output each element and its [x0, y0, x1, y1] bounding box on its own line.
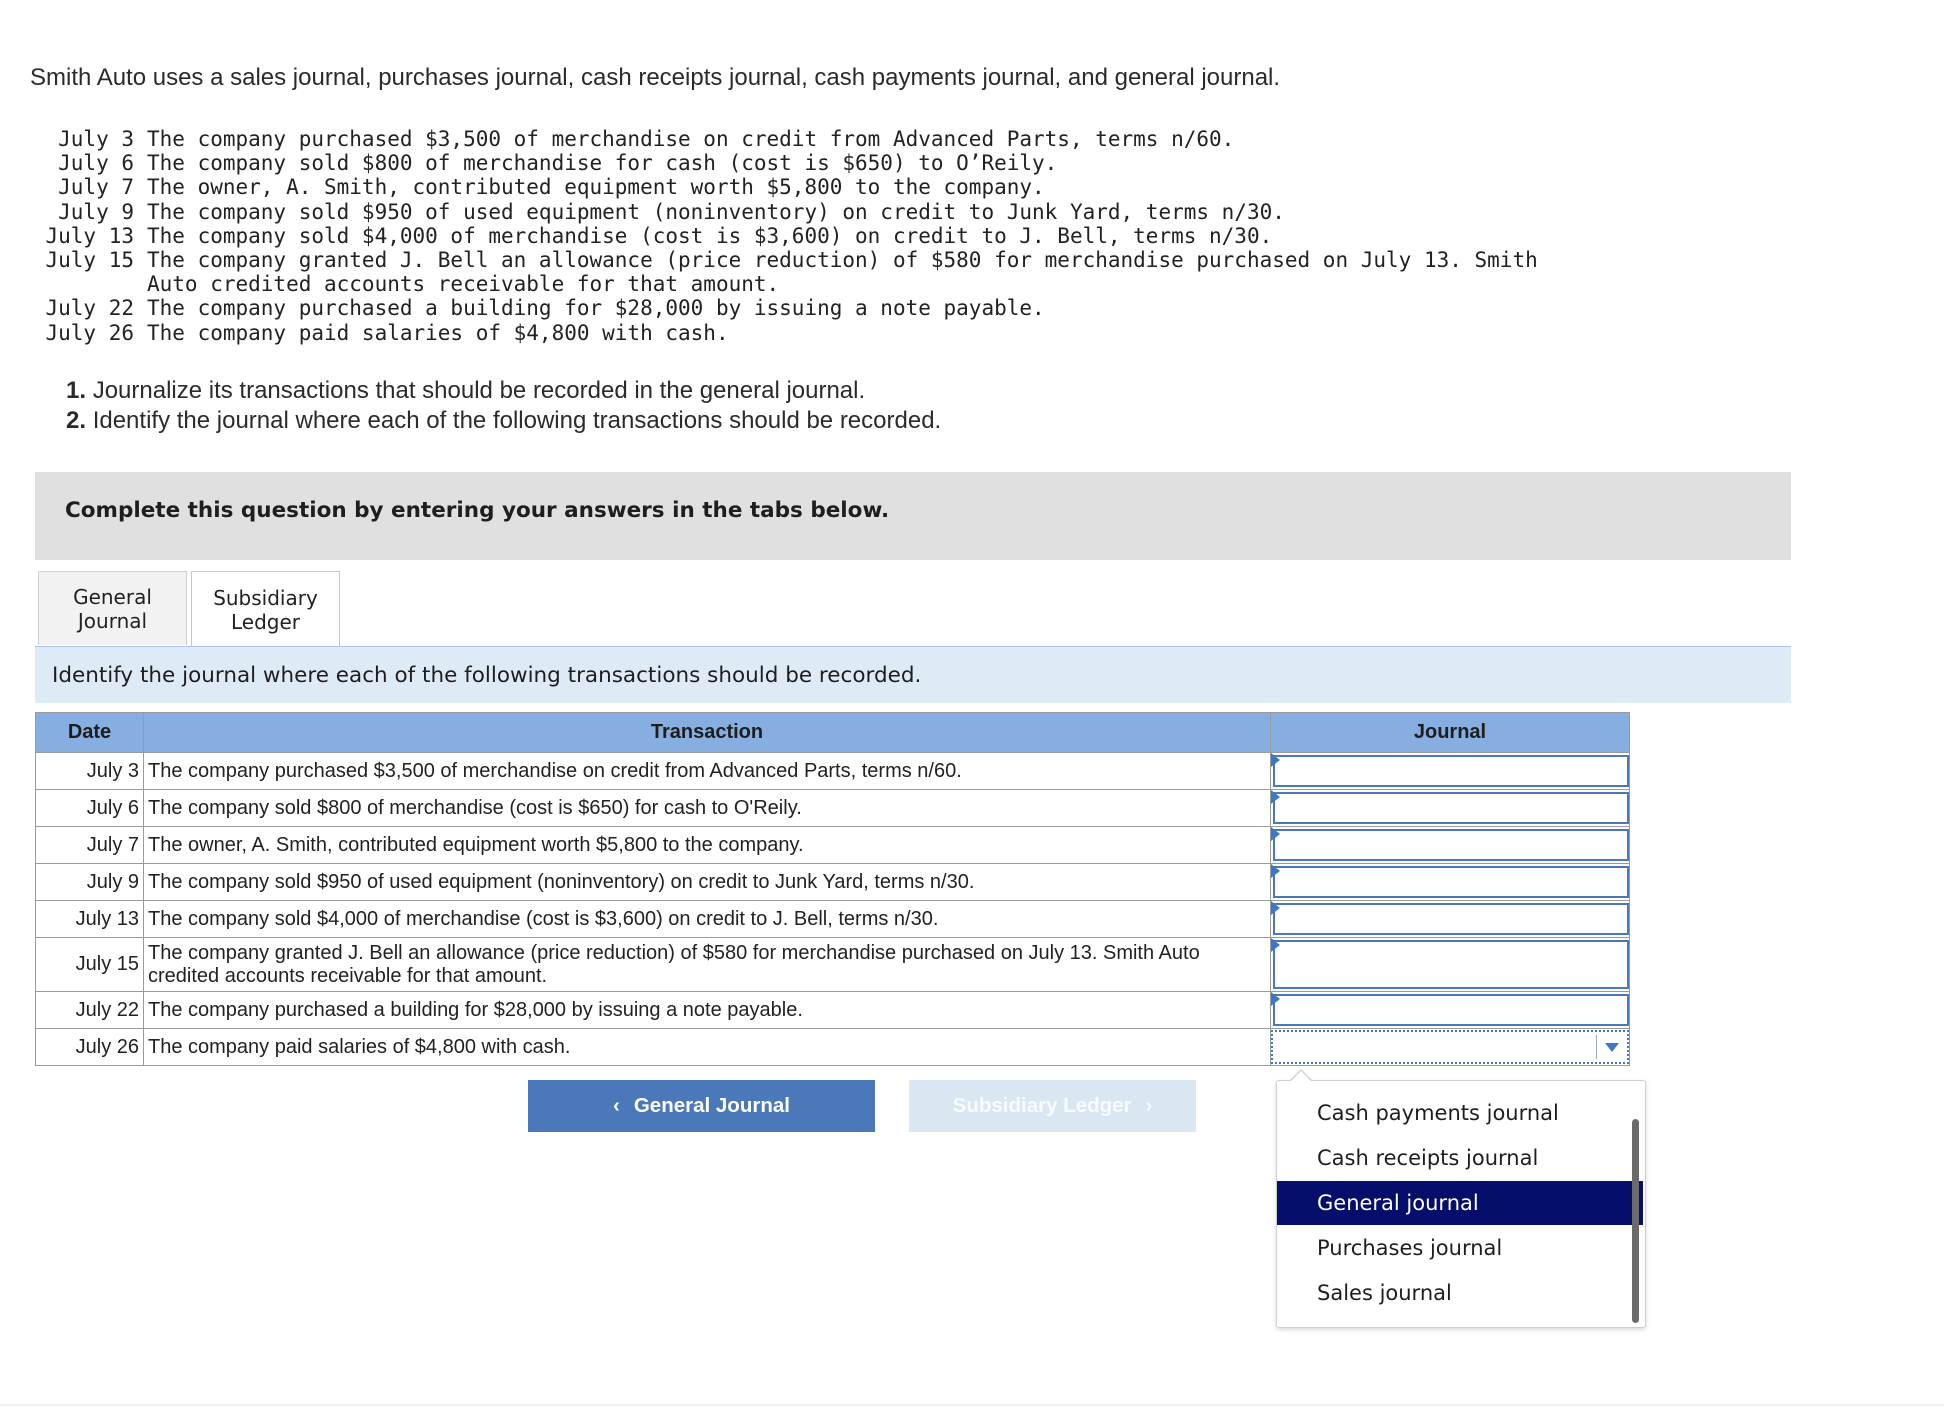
tab-label-line: Subsidiary: [213, 585, 318, 610]
requirement-1: [66, 376, 941, 406]
cell-marker-icon: [1271, 864, 1280, 878]
table-row: [36, 753, 1630, 790]
option-cash-payments-journal[interactable]: Cash payments journal: [1317, 1101, 1559, 1125]
row-date: July 6: [36, 790, 144, 827]
row-date: July 15: [36, 938, 144, 992]
transaction-continuation: Auto credited accounts receivable for that amount.: [147, 272, 780, 297]
journal-select[interactable]: [1271, 992, 1630, 1029]
table-row: [36, 827, 1630, 864]
transaction-date: July 7: [58, 175, 134, 200]
row-date: July 26: [36, 1029, 144, 1066]
banner-text: Complete this question by entering your answers in the tabs below.: [65, 498, 890, 523]
journal-select[interactable]: [1271, 827, 1630, 864]
transaction-text: The company sold $800 of merchandise for cash (cost is $650) to O’Reily.: [147, 151, 1058, 176]
journal-options-list: [1276, 1080, 1646, 1328]
tab-label-line: Journal: [77, 608, 148, 633]
option-purchases-journal[interactable]: Purchases journal: [1317, 1236, 1503, 1260]
row-transaction: The company granted J. Bell an allowance (price reduction) of $580 for merchandise purchased on July 13. Smith Auto credited accounts receivable for that amount.: [144, 938, 1271, 992]
transaction-text: The company purchased $3,500 of merchandise on credit from Advanced Parts, terms n/60.: [147, 127, 1235, 151]
transaction-date: July 15: [45, 248, 134, 273]
journal-select-active[interactable]: [1271, 1029, 1630, 1066]
transaction-text: The company sold $4,000 of merchandise (cost is $3,600) on credit to J. Bell, terms n/30.: [147, 223, 1273, 248]
row-transaction: The company sold $950 of used equipment (noninventory) on credit to Junk Yard, terms n/30.: [144, 864, 1271, 901]
journal-input[interactable]: [1273, 994, 1629, 1026]
cell-marker-icon: [1271, 790, 1280, 804]
prev-general-journal-button[interactable]: [528, 1080, 875, 1132]
intro-text: Smith Auto uses a sales journal, purchases journal, cash receipts journal, cash payments journal, and general journal.: [30, 64, 1281, 91]
journal-select[interactable]: [1271, 753, 1630, 790]
journal-table: [35, 712, 1630, 1066]
requirements: [66, 376, 941, 436]
chevron-right-icon: ›: [1145, 1094, 1153, 1117]
cell-marker-icon: [1271, 938, 1280, 952]
tab-instruction: [35, 647, 1791, 703]
transaction-text: The company granted J. Bell an allowance (price reduction) of $580 for merchandise purchased on July 13. Smith: [147, 248, 1538, 273]
tab-instruction-text: Identify the journal where each of the following transactions should be recorded.: [52, 663, 922, 688]
requirement-2: [66, 406, 941, 436]
tab-subsidiary-ledger[interactable]: [191, 571, 340, 647]
table-row: [36, 938, 1630, 992]
requirement-text: Identify the journal where each of the following transactions should be recorded.: [92, 407, 942, 434]
journal-header: Journal: [1271, 713, 1630, 753]
transaction-line: [30, 321, 1538, 345]
row-transaction: The company sold $4,000 of merchandise (cost is $3,600) on credit to J. Bell, terms n/30.: [144, 901, 1271, 938]
requirement-text: Journalize its transactions that should be recorded in the general journal.: [92, 377, 866, 404]
row-date: July 9: [36, 864, 144, 901]
transaction-text: The company sold $950 of used equipment (noninventory) on credit to Junk Yard, terms n/30.: [147, 199, 1285, 224]
next-button-label: Subsidiary Ledger: [952, 1094, 1132, 1117]
transaction-date: July 13: [45, 223, 134, 248]
transaction-line: [30, 200, 1538, 224]
table-row: [36, 864, 1630, 901]
row-date: July 13: [36, 901, 144, 938]
transaction-line: [30, 127, 1538, 151]
row-date: July 7: [36, 827, 144, 864]
row-transaction: The company paid salaries of $4,800 with cash.: [144, 1029, 1271, 1066]
dropdown-scrollbar[interactable]: [1632, 1119, 1639, 1323]
transaction-date: July 3: [58, 127, 134, 151]
cell-marker-icon: [1271, 753, 1280, 767]
table-header-row: [36, 713, 1630, 753]
journal-select[interactable]: [1271, 790, 1630, 827]
requirement-number: 1.: [66, 377, 87, 404]
transaction-text: The company purchased a building for $28,000 by issuing a note payable.: [147, 296, 1045, 321]
cell-marker-icon: [1271, 901, 1280, 915]
row-date: July 3: [36, 753, 144, 790]
transaction-text: The owner, A. Smith, contributed equipment worth $5,800 to the company.: [147, 175, 1045, 200]
transaction-date: July 22: [45, 296, 134, 321]
chevron-down-icon[interactable]: [1596, 1035, 1627, 1059]
journal-select[interactable]: [1271, 901, 1630, 938]
date-header: Date: [36, 713, 144, 753]
option-sales-journal[interactable]: Sales journal: [1317, 1281, 1452, 1305]
transaction-line: [30, 151, 1538, 175]
transaction-line: [30, 175, 1538, 199]
option-general-journal[interactable]: General journal: [1277, 1181, 1643, 1225]
transaction-line: [30, 248, 1538, 272]
row-date: July 22: [36, 992, 144, 1029]
table-row: [36, 992, 1630, 1029]
journal-input[interactable]: [1273, 940, 1629, 989]
row-transaction: The owner, A. Smith, contributed equipment worth $5,800 to the company.: [144, 827, 1271, 864]
journal-input[interactable]: [1273, 755, 1629, 787]
journal-input[interactable]: [1273, 866, 1629, 898]
journal-dropdown-field[interactable]: [1271, 1030, 1629, 1064]
journal-select[interactable]: [1271, 938, 1630, 992]
next-subsidiary-ledger-button[interactable]: [909, 1080, 1196, 1132]
journal-input[interactable]: [1273, 903, 1629, 935]
requirement-number: 2.: [66, 407, 87, 434]
tab-general-journal[interactable]: [38, 571, 187, 645]
transaction-date: July 26: [45, 320, 134, 345]
bottom-divider: [0, 1404, 1944, 1406]
prev-button-label: General Journal: [633, 1094, 790, 1117]
journal-select[interactable]: [1271, 864, 1630, 901]
journal-input[interactable]: [1273, 829, 1629, 861]
instruction-banner: [35, 472, 1791, 560]
row-transaction: The company sold $800 of merchandise (cost is $650) for cash to O'Reily.: [144, 790, 1271, 827]
tab-label-line: Ledger: [230, 609, 300, 634]
transaction-date: July 9: [58, 199, 134, 224]
transaction-header: Transaction: [144, 713, 1271, 753]
transaction-line: [30, 296, 1538, 320]
table-row: [36, 1029, 1630, 1066]
cell-marker-icon: [1271, 992, 1280, 1006]
transaction-date: July 6: [58, 151, 134, 176]
table-row: [36, 901, 1630, 938]
table-row: [36, 790, 1630, 827]
cell-marker-icon: [1271, 827, 1280, 841]
row-transaction: The company purchased $3,500 of merchandise on credit from Advanced Parts, terms n/60.: [144, 753, 1271, 790]
transaction-text: The company paid salaries of $4,800 with cash.: [147, 320, 729, 345]
journal-input[interactable]: [1273, 792, 1629, 824]
row-transaction: The company purchased a building for $28,000 by issuing a note payable.: [144, 992, 1271, 1029]
option-cash-receipts-journal[interactable]: Cash receipts journal: [1317, 1146, 1539, 1170]
transaction-line: [30, 224, 1538, 248]
chevron-left-icon: ‹: [613, 1094, 620, 1117]
tab-label-line: General: [73, 584, 152, 609]
transaction-list: [30, 127, 1538, 345]
